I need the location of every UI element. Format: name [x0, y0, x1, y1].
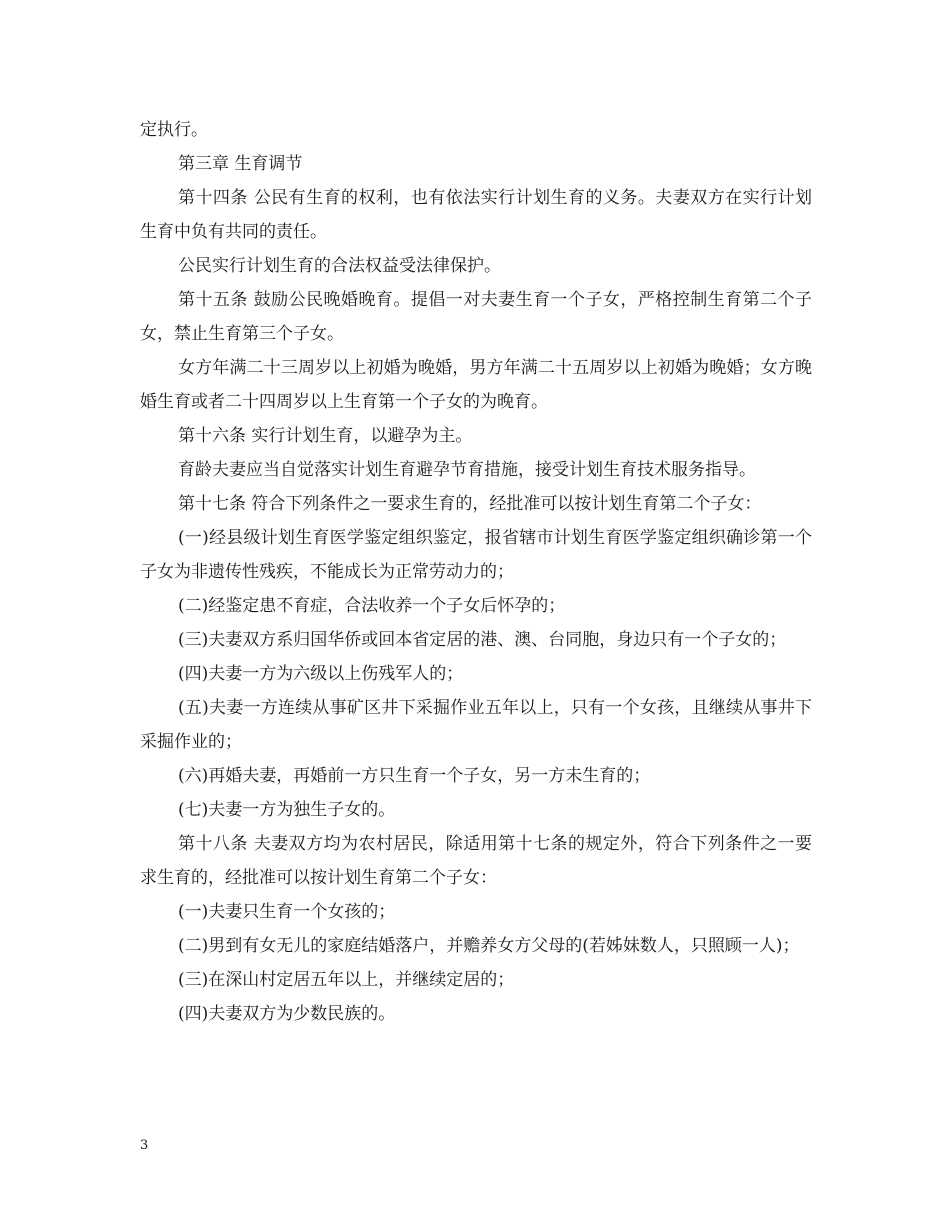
- list-item: (五)夫妻一方连续从事矿区井下采掘作业五年以上，只有一个女孩，且继续从事井下采掘作业的；: [140, 698, 812, 752]
- article-15: 第十五条 鼓励公民晚婚晚育。提倡一对夫妻生育一个子女，严格控制生育第二个子女，禁止生育第三个子女。: [140, 290, 812, 344]
- article-17: 第十七条 符合下列条件之一要求生育的，经批准可以按计划生育第二个子女：: [178, 494, 762, 514]
- list-item: (七)夫妻一方为独生子女的。: [178, 800, 396, 820]
- list-item: (六)再婚夫妻，再婚前一方只生育一个子女，另一方未生育的；: [178, 766, 651, 786]
- list-item: (一)夫妻只生育一个女孩的；: [178, 902, 396, 922]
- article-16: 第十六条 实行计划生育，以避孕为主。: [178, 426, 473, 446]
- paragraph: 公民实行计划生育的合法权益受法律保护。: [178, 256, 501, 276]
- chapter-heading: 第三章 生育调节: [178, 154, 303, 174]
- list-item: (四)夫妻一方为六级以上伤残军人的；: [178, 664, 464, 684]
- document-body: [140, 113, 812, 1031]
- paragraph: 定执行。: [140, 120, 208, 140]
- list-item: (二)经鉴定患不育症，合法收养一个子女后怀孕的；: [178, 596, 566, 616]
- list-item: (三)在深山村定居五年以上，并继续定居的；: [178, 970, 515, 990]
- list-item: (四)夫妻双方为少数民族的。: [178, 1004, 396, 1024]
- list-item: (三)夫妻双方系归国华侨或回本省定居的港、澳、台同胞，身边只有一个子女的；: [178, 630, 787, 650]
- paragraph: 女方年满二十三周岁以上初婚为晚婚，男方年满二十五周岁以上初婚为晚婚；女方晚婚生育或者二十四周岁以上生育第一个子女的为晚育。: [140, 358, 812, 412]
- article-18: 第十八条 夫妻双方均为农村居民，除适用第十七条的规定外，符合下列条件之一要求生育的，经批准可以按计划生育第二个子女：: [140, 834, 812, 888]
- article-14: 第十四条 公民有生育的权利，也有依法实行计划生育的义务。夫妻双方在实行计划生育中负有共同的责任。: [140, 188, 812, 242]
- list-item: (二)男到有女无儿的家庭结婚落户，并赡养女方父母的(若姊妹数人，只照顾一人)；: [178, 936, 800, 956]
- paragraph: 育龄夫妻应当自觉落实计划生育避孕节育措施，接受计划生育技术服务指导。: [178, 460, 756, 480]
- list-item: (一)经县级计划生育医学鉴定组织鉴定，报省辖市计划生育医学鉴定组织确诊第一个子女为非遗传性残疾，不能成长为正常劳动力的；: [140, 528, 812, 582]
- page-number: 3: [140, 1138, 149, 1153]
